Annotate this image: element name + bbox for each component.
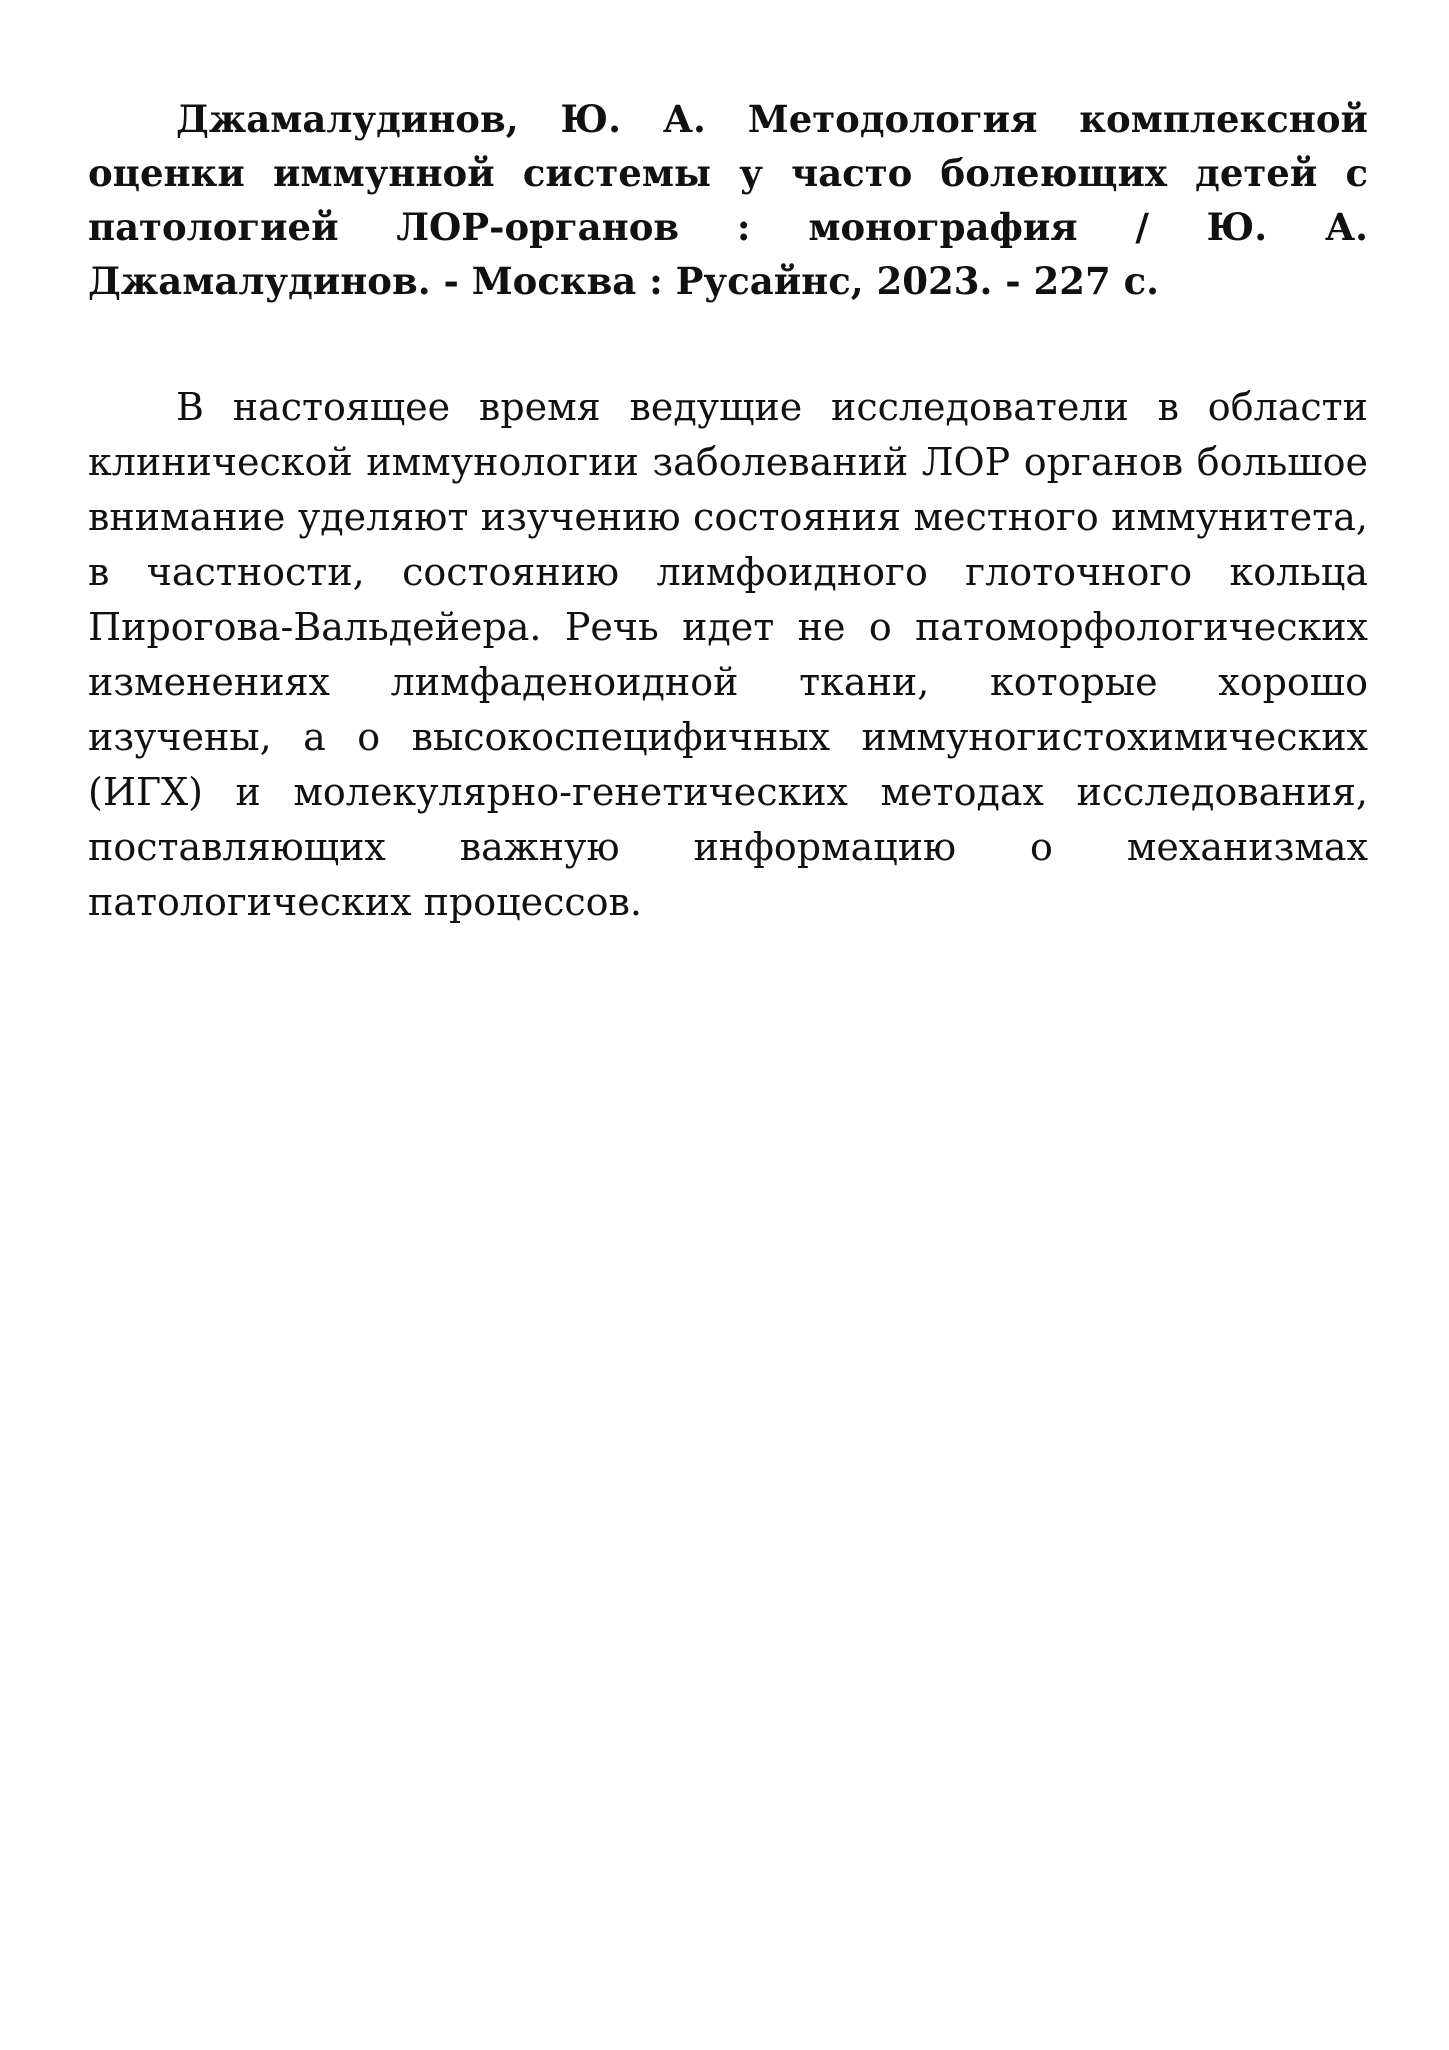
bibliographic-citation: Джамалудинов, Ю. А. Методология комплексной оценки иммунной системы у часто болеющих детей с патологией ЛОР-органов : монография / Ю. А. Джамалудинов. - Москва : Русайнс, 2023. - 227 с. <box>88 97 1368 303</box>
abstract-paragraph: В настоящее время ведущие исследователи в области клинической иммунологии заболеваний ЛОР органов большое внимание уделяют изучению состояния местного иммунитета, в частности, состоянию лимфоидного глоточного кольца Пирогова-Вальдейера. Речь идет не о патоморфологических изменениях лимфаденоидной ткани, которые хорошо изучены, а о высокоспецифичных иммуногистохимических (ИГХ) и молекулярно-генетических методах исследования, поставляющих важную информацию о механизмах патологических процессов. <box>88 385 1368 924</box>
document-page <box>88 92 1368 930</box>
